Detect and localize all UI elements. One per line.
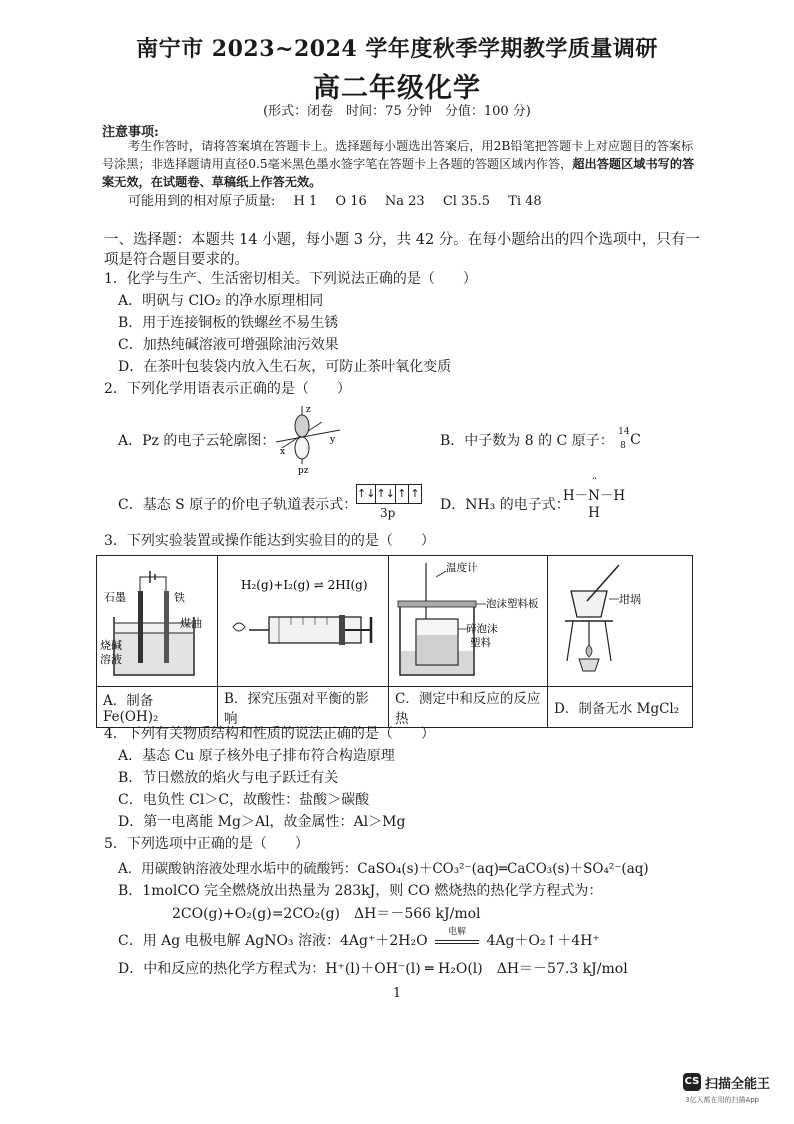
fig-a-label-naoh: 烧碱	[100, 639, 122, 652]
fig-d-crucible	[549, 557, 691, 681]
fig-b-syringe	[219, 557, 387, 681]
experiment-table	[96, 555, 693, 728]
q4-option-d: D．第一电离能 Mg＞Al，故金属性：Al＞Mg	[118, 814, 406, 830]
fig-c-cell	[389, 556, 548, 687]
q2-stem: 2．下列化学用语表示正确的是（ ）	[104, 381, 351, 397]
atomic-mass-item: H 1	[293, 194, 318, 209]
atomic-masses-label: 可能用到的相对原子质量:	[128, 194, 276, 209]
orbital-box-diagram	[356, 484, 422, 504]
q1-option-b: B．用于连接铜板的铁螺丝不易生锈	[118, 315, 339, 331]
q2-option-c: C．基态 S 原子的价电子轨道表示式：	[118, 497, 358, 513]
axis-x-label: x	[280, 447, 286, 457]
q4-option-b: B．节日燃放的焰火与电子跃迁有关	[118, 770, 339, 786]
q5-option-c-right: 4Ag＋O₂↑＋4H⁺	[486, 933, 600, 949]
pz-orbital-diagram	[268, 402, 346, 476]
fig-b-cell	[218, 556, 389, 687]
q3-option-c: C．测定中和反应的反应热	[389, 687, 548, 728]
q1-option-d: D．在茶叶包装袋内放入生石灰，可防止茶叶氧化变质	[118, 359, 452, 375]
axis-z-label: z	[306, 405, 311, 415]
orbital-box: ↑	[396, 485, 409, 503]
isotope-symbol	[618, 427, 648, 451]
q5-option-b-equation: 2CO(g)+O₂(g)=2CO₂(g) ΔH＝－566 kJ/mol	[172, 906, 481, 922]
lewis-bottom: H	[588, 505, 600, 521]
atomic-mass-item: Cl 35.5	[442, 194, 491, 209]
q1-option-a: A．明矾与 ClO₂ 的净水原理相同	[118, 293, 324, 309]
q1-option-c: C．加热纯碱溶液可增强除油污效果	[118, 337, 339, 353]
fig-d-label-crucible: 坩埚	[619, 593, 641, 606]
q4-stem: 4．下列有关物质结构和性质的说法正确的是（ ）	[104, 726, 435, 742]
atomic-masses	[128, 190, 556, 209]
section-heading: 一、选择题：本题共 14 小题，每小题 3 分，共 42 分。在每小题给出的四个选项中，只有一项是符合题目要求的。	[104, 232, 700, 268]
notice-text: 考生作答时，请将答案填在答题卡上。选择题每小题选出答案后，用2B铅笔把答题卡上对应题目的答案标号涂黑；非选择题请用直径0.5毫米黑色墨水签字笔在答题卡上各题的答题区域内作答，	[102, 139, 694, 171]
q2-option-d: D．NH₃ 的电子式：	[440, 497, 570, 513]
q4-option-c: C．电负性 Cl＞C，故酸性：盐酸＞碳酸	[118, 792, 370, 808]
camscanner-name: 扫描全能王	[705, 1077, 771, 1092]
q4-option-a: A．基态 Cu 原子核外电子排布符合构造原理	[118, 748, 395, 764]
camscanner-tagline: 3亿人都在用的扫描App	[685, 1096, 760, 1104]
camscanner-logo-icon: CS	[683, 1073, 701, 1091]
fig-a-label-iron: 铁	[174, 591, 185, 604]
fig-a-label-solution: 溶液	[100, 653, 122, 666]
fig-a-label-kerosene: 煤油	[180, 617, 202, 630]
fig-c-label-plastic: 塑料	[470, 637, 491, 649]
atomic-mass-item: Ti 48	[508, 194, 542, 209]
q5-option-d: D．中和反应的热化学方程式为：H⁺(l)＋OH⁻(l) ═ H₂O(l) ΔH＝－57.3 kJ/mol	[118, 961, 628, 977]
q5-stem: 5．下列选项中正确的是（ ）	[104, 836, 309, 852]
notice-heading: 注意事项:	[102, 125, 159, 140]
notice-emphasis: 超出答题区域书写的答案无效，在试题卷、草稿纸上作答无效。	[102, 157, 695, 189]
q5-option-b: B．1molCO 完全燃烧放出热量为 283kJ，则 CO 燃烧热的热化学方程式为：	[118, 883, 603, 899]
notice-body	[102, 137, 700, 191]
electrolysis-arrow	[432, 927, 482, 950]
fig-d-cell	[548, 556, 693, 687]
fig-c-calorimeter	[390, 557, 546, 681]
fig-c-label-thermometer: 温度计	[446, 562, 478, 574]
q2-option-b	[440, 427, 648, 451]
orbital-box: ↑↓	[357, 485, 376, 503]
atomic-mass-item: O 16	[335, 194, 367, 209]
q3-stem: 3．下列实验装置或操作能达到实验目的的是（ ）	[104, 533, 435, 549]
fig-c-label-foam-bits: 碎泡沫	[466, 623, 498, 635]
atomic-mass-item: Na 23	[384, 194, 425, 209]
orbital-box: ↑↓	[376, 485, 395, 503]
q3-option-d: D．制备无水 MgCl₂	[548, 687, 693, 728]
exam-subject: 高二年级化学	[313, 73, 481, 104]
isotope-element: C	[630, 432, 641, 448]
exam-info: (形式：闭卷 时间：75 分钟 分值：100 分)	[263, 104, 531, 119]
q5-option-a: A．用碳酸钠溶液处理水垢中的硫酸钙：CaSO₄(s)＋CO₃²⁻(aq)═CaCO₃(s)＋SO₄²⁻(aq)	[118, 861, 649, 877]
orbital-label: 3p	[380, 506, 396, 520]
orbital-box: ↑	[410, 487, 420, 500]
q2-option-b-text: B．中子数为 8 的 C 原子：	[440, 433, 614, 449]
q1-stem: 1．化学与生产、生活密切相关。下列说法正确的是（ ）	[104, 271, 477, 287]
exam-title: 南宁市 2023~2024 学年度秋季学期教学质量调研	[136, 36, 658, 62]
page-number: 1	[392, 986, 402, 1001]
q5-option-c-left: C．用 Ag 电极电解 AgNO₃ 溶液：4Ag⁺＋2H₂O	[118, 933, 428, 949]
q3-option-b: B．探究压强对平衡的影响	[218, 687, 389, 728]
fig-b-equation: H₂(g)+I₂(g) ⇌ 2HI(g)	[241, 578, 368, 592]
axis-y-label: y	[330, 435, 336, 445]
orbital-caption: pz	[298, 466, 309, 476]
isotope-mass: 14	[618, 427, 630, 437]
electrolysis-condition: 电解	[448, 927, 467, 937]
lewis-main: H－N－H	[562, 488, 626, 504]
q5-option-c	[118, 927, 600, 950]
isotope-number: 8	[620, 441, 626, 451]
fig-a-label-graphite: 石墨	[104, 591, 126, 604]
lewis-lone-pair: ··	[591, 474, 597, 485]
q2-option-a: A．Pz 的电子云轮廓图：	[118, 433, 276, 449]
fig-a-electrolysis	[98, 557, 216, 681]
equals-line	[435, 940, 479, 944]
fig-c-label-foam-board: 泡沫塑料板	[486, 598, 539, 610]
fig-a-cell	[97, 556, 218, 687]
q3-option-a: A．制备 Fe(OH)₂	[97, 687, 218, 728]
